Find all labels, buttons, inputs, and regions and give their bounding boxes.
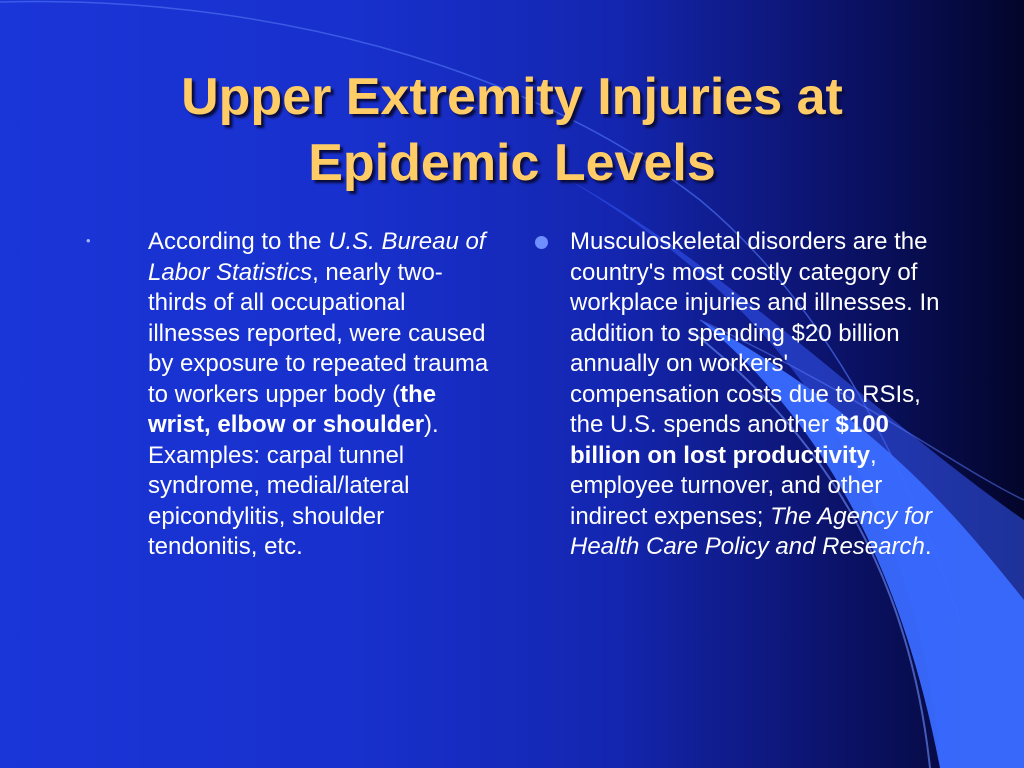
- bullet-marker-right: [535, 236, 548, 249]
- bullet-marker-left: •: [86, 233, 91, 248]
- agency-reference: The Agency for Health Care Policy and Research: [570, 502, 932, 560]
- title-line-1: Upper Extremity Injuries at: [181, 68, 843, 126]
- text-run: , nearly two-thirds of all occupational illnesses reported, were caused by exposure to repeated trauma to workers upper body (: [148, 258, 489, 408]
- right-bullet-text: [570, 227, 940, 563]
- text-run: , employee turnover, and other indirect expenses;: [570, 441, 883, 530]
- body-parts-emphasis: the wrist, elbow or shoulder: [148, 380, 437, 438]
- text-run: .: [924, 533, 932, 560]
- lost-productivity-emphasis: $100 billion on lost productivity: [570, 411, 889, 469]
- text-run: According to the: [148, 228, 329, 255]
- right-paragraph: [570, 227, 940, 563]
- left-paragraph-1: [148, 227, 498, 441]
- title-line-2: Epidemic Levels: [308, 134, 716, 192]
- left-paragraph-2: Examples: carpal tunnel syndrome, medial/lateral epicondylitis, shoulder tendonitis, etc.: [148, 441, 410, 560]
- text-run: ).: [424, 411, 439, 438]
- left-bullet-text: [148, 227, 498, 563]
- slide-title: [0, 64, 1024, 196]
- text-run: Musculoskeletal disorders are the country's most costly category of workplace injuries and illnesses. In addition to spending $20 billion annually on workers' compensation costs due to RSIs, the U.S. spends another: [570, 228, 940, 438]
- bls-reference: U.S. Bureau of Labor Statistics: [148, 228, 486, 286]
